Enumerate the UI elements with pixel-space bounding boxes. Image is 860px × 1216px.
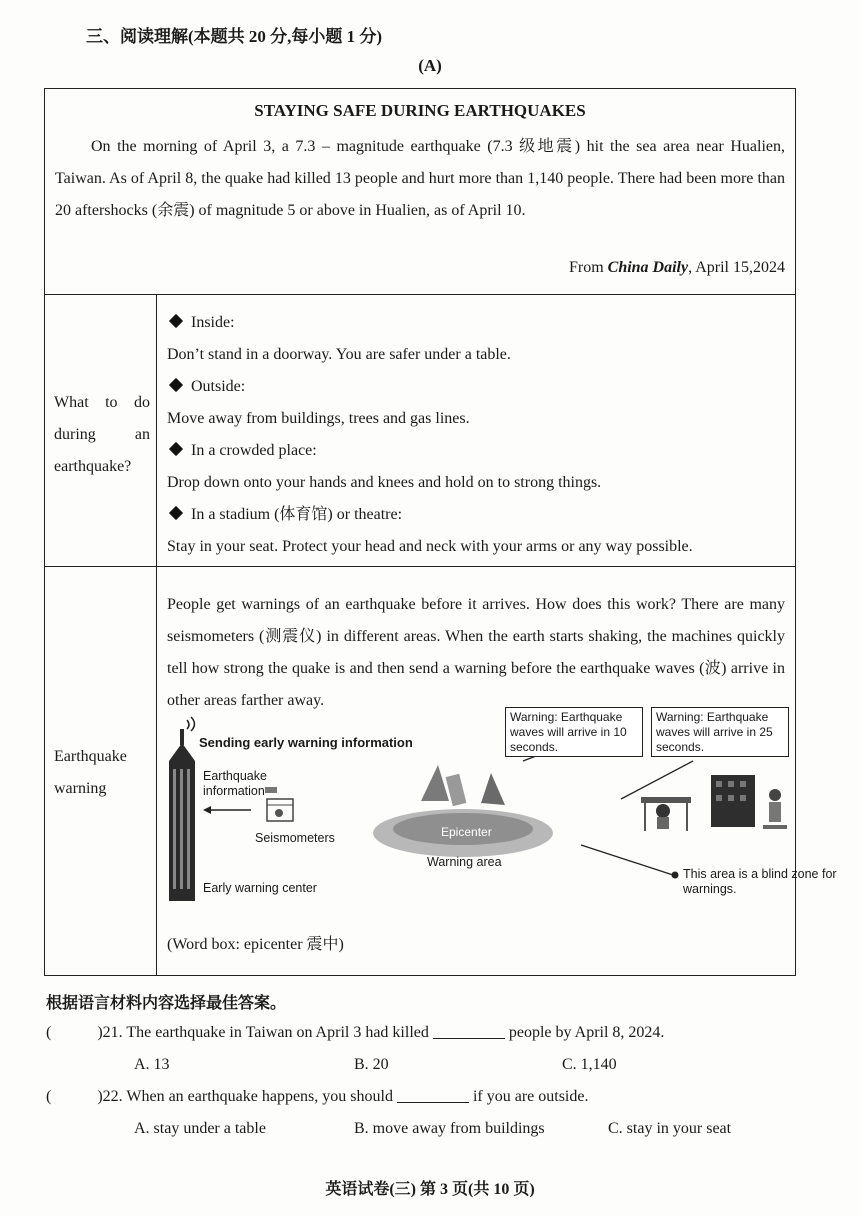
answer-paren-close: ) bbox=[97, 1088, 103, 1105]
diamond-bullet-icon bbox=[169, 506, 183, 520]
news-title: STAYING SAFE DURING EARTHQUAKES bbox=[254, 101, 586, 120]
question-stem-end: people by April 8, 2024. bbox=[508, 1024, 665, 1041]
people-sheltering-icon bbox=[641, 797, 691, 831]
news-source bbox=[569, 259, 785, 277]
tip-place-text: In a crowded place: bbox=[191, 442, 317, 459]
callout-pointer bbox=[621, 761, 693, 799]
answer-paren-open: ( bbox=[46, 1024, 52, 1041]
source-name: China Daily bbox=[607, 259, 689, 276]
diamond-bullet-icon bbox=[169, 442, 183, 456]
section-heading: 三、阅读理解(本题共 20 分,每小题 1 分) bbox=[86, 27, 383, 46]
warning-area-label: Warning area bbox=[427, 855, 502, 869]
tip-place bbox=[167, 435, 785, 467]
tip-place bbox=[167, 307, 785, 339]
tip-place-text: Inside: bbox=[191, 314, 235, 331]
tip-place-text: Outside: bbox=[191, 378, 246, 395]
callout-10-seconds: Warning: Earthquake waves will arrive in 10 seconds. bbox=[505, 707, 643, 757]
blind-zone-dot bbox=[672, 872, 679, 879]
passage-label: (A) bbox=[418, 56, 442, 75]
source-date: , April 15,2024 bbox=[688, 259, 785, 276]
early-warning-center-label: Early warning center bbox=[203, 881, 317, 895]
tip-place-text: In a stadium (体育馆) or theatre: bbox=[191, 506, 403, 523]
question-stem: 21. The earthquake in Taiwan on April 3 had killed bbox=[102, 1024, 429, 1041]
epicenter-label: Epicenter bbox=[441, 825, 492, 839]
what-to-do-label bbox=[45, 295, 157, 566]
building-icon bbox=[711, 775, 755, 827]
warning-diagram bbox=[163, 710, 837, 927]
quake-info-label: Earthquake information bbox=[203, 769, 267, 798]
option-b[interactable]: B. move away from buildings bbox=[354, 1120, 545, 1137]
fill-blank[interactable] bbox=[433, 1038, 505, 1039]
passage-table bbox=[44, 88, 837, 976]
instruction: 根据语言材料内容选择最佳答案。 bbox=[46, 995, 287, 1012]
warning-label bbox=[45, 567, 157, 975]
signal-icon bbox=[187, 717, 195, 731]
option-a[interactable]: A. 13 bbox=[134, 1056, 170, 1073]
data-arrow bbox=[203, 806, 251, 814]
option-c[interactable]: C. stay in your seat bbox=[608, 1120, 732, 1137]
question-21 bbox=[46, 1024, 664, 1042]
warning-text: People get warnings of an earthquake before it arrives. How does this work? There are many seismometers (测震仪) in different areas. When the earth starts shaking, the machines quickly tell how strong the quake is and then send a warning before the earthquake waves (波) arrive in other areas farther away. bbox=[167, 596, 785, 709]
seismometers-label: Seismometers bbox=[255, 831, 335, 845]
option-c[interactable]: C. 1,140 bbox=[562, 1056, 617, 1073]
question-stem-end: if you are outside. bbox=[472, 1088, 589, 1105]
callout-25-seconds: Warning: Earthquake waves will arrive in 25 seconds. bbox=[651, 707, 789, 757]
blind-zone-pointer bbox=[581, 845, 673, 875]
diamond-bullet-icon bbox=[169, 314, 183, 328]
tip-advice: Stay in your seat. Protect your head and neck with your arms or any way possible. bbox=[167, 538, 693, 555]
warning-center-tower bbox=[169, 729, 195, 901]
tip-advice: Move away from buildings, trees and gas lines. bbox=[167, 410, 470, 427]
tip-place bbox=[167, 371, 785, 403]
diamond-bullet-icon bbox=[169, 378, 183, 392]
source-prefix: From bbox=[568, 259, 608, 276]
tip-advice: Don’t stand in a doorway. You are safer under a table. bbox=[167, 346, 511, 363]
option-a[interactable]: A. stay under a table bbox=[134, 1120, 266, 1137]
page-footer: 英语试卷(三) 第 3 页(共 10 页) bbox=[325, 1181, 535, 1198]
news-cell bbox=[45, 89, 795, 295]
what-to-do-label-text: What to do during an earthquake? bbox=[54, 394, 150, 475]
word-box: (Word box: epicenter 震中) bbox=[167, 936, 344, 953]
fill-blank[interactable] bbox=[397, 1102, 469, 1103]
warning-row bbox=[45, 567, 837, 975]
question-22 bbox=[46, 1088, 588, 1106]
sending-label: Sending early warning information bbox=[199, 735, 413, 750]
blind-zone-label: This area is a blind zone for warnings. bbox=[683, 867, 837, 896]
news-paragraph: On the morning of April 3, a 7.3 – magnitude earthquake (7.3 级地震) hit the sea area near Hualien, Taiwan. As of April 8, the quake had killed 13 people and hurt more than 1,140 people. There had been more than 20 aftershocks (余震) of magnitude 5 or above in Hualien, as of April 10. bbox=[55, 138, 785, 219]
answer-paren-close: ) bbox=[97, 1024, 103, 1041]
tip-place bbox=[167, 499, 785, 531]
answer-paren-open: ( bbox=[46, 1088, 52, 1105]
option-b[interactable]: B. 20 bbox=[354, 1056, 389, 1073]
tip-advice: Drop down onto your hands and knees and hold on to strong things. bbox=[167, 474, 602, 491]
person-icon bbox=[763, 789, 787, 829]
news-body bbox=[55, 131, 785, 227]
question-stem: 22. When an earthquake happens, you should bbox=[102, 1088, 393, 1105]
what-to-do-list bbox=[167, 307, 785, 563]
epicenter-ground bbox=[373, 765, 553, 857]
what-to-do-row bbox=[45, 295, 795, 567]
warning-label-text: Earthquake warning bbox=[54, 748, 127, 797]
